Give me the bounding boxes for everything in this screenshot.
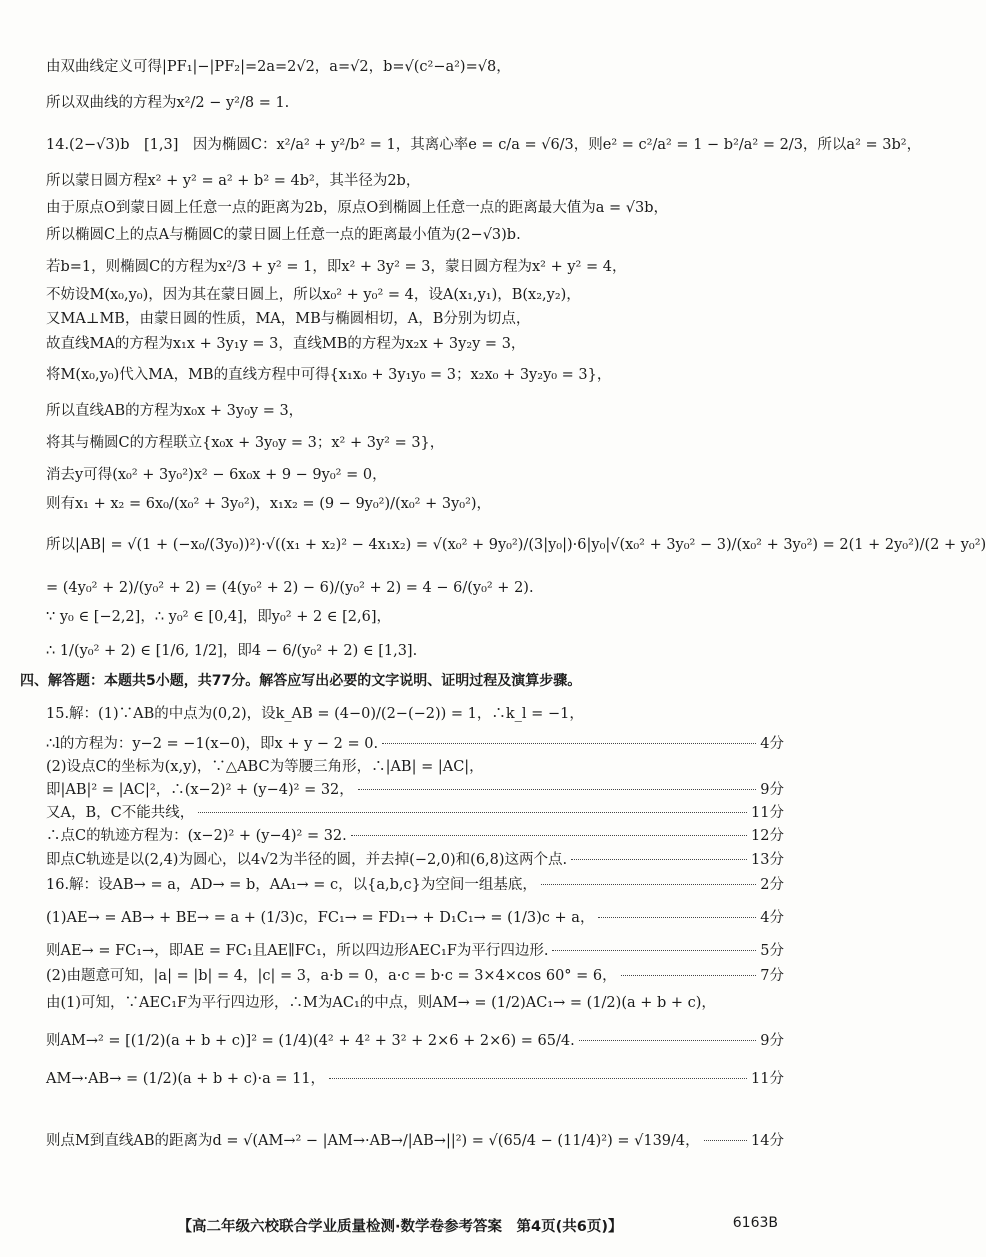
page-footer: 【高二年级六校联合学业质量检测·数学卷参考答案 第4页(共6页)】	[177, 1219, 623, 1235]
score-mark: 13分	[751, 852, 784, 868]
text-line: 故直线MA的方程为x₁x + 3y₁y = 3，直线MB的方程为x₂x + 3y₂y = 3，	[46, 336, 526, 352]
score-mark: 11分	[751, 1071, 784, 1087]
dot-leader	[552, 950, 756, 951]
line-text: AM→·AB→ = (1/2)(a + b + c)·a = 11，	[46, 1071, 326, 1087]
text-line: 15.解：(1)∵AB的中点为(0,2)，设k_AB = (4−0)/(2−(−2)) = 1，∴k_l = −1，	[46, 706, 584, 722]
dot-leader	[579, 1040, 757, 1041]
text-line: 所以蒙日圆方程x² + y² = a² + b² = 4b²，其半径为2b，	[46, 173, 421, 189]
scored-line	[46, 907, 784, 929]
dot-leader	[329, 1078, 747, 1079]
scored-line	[46, 874, 784, 896]
text-line: 消去y可得(x₀² + 3y₀²)x² − 6x₀x + 9 − 9y₀² = 0，	[46, 467, 387, 483]
scored-line	[46, 1130, 784, 1152]
score-mark: 9分	[760, 782, 784, 798]
line-text: 则AE→ = FC₁→，即AE = FC₁且AE∥FC₁，所以四边形AEC₁F为平行四边形.	[46, 943, 549, 959]
dot-leader	[351, 835, 747, 836]
text-line: 若b=1，则椭圆C的方程为x²/3 + y² = 1，即x² + 3y² = 3，蒙日圆方程为x² + y² = 4，	[46, 259, 627, 275]
scored-line	[46, 779, 784, 801]
line-text: 又A，B，C不能共线，	[46, 805, 195, 821]
score-mark: 9分	[760, 1033, 784, 1049]
dot-leader	[358, 789, 756, 790]
dot-leader	[704, 1140, 747, 1141]
text-line: 将其与椭圆C的方程联立{x₀x + 3y₀y = 3；x² + 3y² = 3}，	[46, 435, 445, 451]
text-line: 所以双曲线的方程为x²/2 − y²/8 = 1.	[46, 95, 290, 111]
text-line: 由双曲线定义可得|PF₁|−|PF₂|=2a=2√2，a=√2，b=√(c²−a²)=√8，	[46, 59, 511, 75]
text-line: 14.(2−√3)b [1,3] 因为椭圆C：x²/a² + y²/b² = 1，其离心率e = c/a = √6/3，则e² = c²/a² = 1 − b²/a² = 2/3，所以a² = 3b²，	[46, 137, 922, 153]
dot-leader	[198, 812, 747, 813]
text-line: 将M(x₀,y₀)代入MA，MB的直线方程中可得{x₁x₀ + 3y₁y₀ = 3；x₂x₀ + 3y₂y₀ = 3}，	[46, 367, 612, 383]
scored-line	[46, 965, 784, 987]
score-mark: 5分	[760, 943, 784, 959]
text-line: 由(1)可知，∵AEC₁F为平行四边形，∴M为AC₁的中点，则AM→ = (1/2)AC₁→ = (1/2)(a + b + c)，	[46, 995, 716, 1011]
score-mark: 4分	[760, 910, 784, 926]
score-mark: 7分	[760, 968, 784, 984]
text-line: 四、解答题：本题共5小题，共77分。解答应写出必要的文字说明、证明过程及演算步骤。	[20, 673, 582, 689]
text-line: 又MA⊥MB，由蒙日圆的性质，MA，MB与椭圆相切，A，B分别为切点，	[46, 311, 531, 327]
text-line: 所以椭圆C上的点A与椭圆C的蒙日圆上任意一点的距离最小值为(2−√3)b.	[46, 227, 521, 243]
score-mark: 4分	[760, 736, 784, 752]
text-line: 不妨设M(x₀,y₀)，因为其在蒙日圆上，所以x₀² + y₀² = 4，设A(x₁,y₁)，B(x₂,y₂)，	[46, 287, 581, 303]
text-line: 由于原点O到蒙日圆上任意一点的距离为2b，原点O到椭圆上任意一点的距离最大值为a = √3b，	[46, 200, 669, 216]
document-code: 6163B	[732, 1215, 778, 1231]
line-text: (1)AE→ = AB→ + BE→ = a + (1/3)c，FC₁→ = FD₁→ + D₁C₁→ = (1/3)c + a，	[46, 910, 595, 926]
text-line: 则有x₁ + x₂ = 6x₀/(x₀² + 3y₀²)，x₁x₂ = (9 − 9y₀²)/(x₀² + 3y₀²)，	[46, 496, 492, 512]
line-text: 即|AB|² = |AC|²，∴(x−2)² + (y−4)² = 32，	[46, 782, 354, 798]
line-text: 则点M到直线AB的距离为d = √(AM→² − |AM→·AB→/|AB→||²) = √(65/4 − (11/4)²) = √139/4，	[46, 1133, 700, 1149]
line-text: (2)由题意可知，|a| = |b| = 4，|c| = 3，a·b = 0，a·c = b·c = 3×4×cos 60° = 6，	[46, 968, 617, 984]
scored-line	[46, 1068, 784, 1090]
score-mark: 2分	[760, 877, 784, 893]
line-text: 即点C轨迹是以(2,4)为圆心，以4√2为半径的圆，并去掉(−2,0)和(6,8)这两个点.	[46, 852, 568, 868]
score-mark: 12分	[751, 828, 784, 844]
dot-leader	[382, 743, 756, 744]
scored-line	[46, 733, 784, 755]
score-mark: 14分	[751, 1133, 784, 1149]
line-text: 16.解：设AB→ = a，AD→ = b，AA₁→ = c，以{a,b,c}为空间一组基底，	[46, 877, 537, 893]
score-mark: 11分	[751, 805, 784, 821]
scored-line	[46, 825, 784, 847]
dot-leader	[598, 917, 756, 918]
scored-line	[46, 1030, 784, 1052]
line-text: ∴l的方程为：y−2 = −1(x−0)，即x + y − 2 = 0.	[46, 736, 379, 752]
text-line: 所以|AB| = √(1 + (−x₀/(3y₀))²)·√((x₁ + x₂)² − 4x₁x₂) = √(x₀² + 9y₀²)/(3|y₀|)·6|y₀|√(x₀² + 3y₀² − 3)/(x₀² + 3y₀²) = 2(1 + 2y₀²)/(2 + y₀²)	[46, 537, 986, 553]
scored-line	[46, 849, 784, 871]
text-line: = (4y₀² + 2)/(y₀² + 2) = (4(y₀² + 2) − 6)/(y₀² + 2) = 4 − 6/(y₀² + 2).	[46, 580, 534, 596]
scored-line	[46, 940, 784, 962]
dot-leader	[571, 859, 747, 860]
text-line: ∵ y₀ ∈ [−2,2]，∴ y₀² ∈ [0,4]，即y₀² + 2 ∈ [2,6]，	[46, 609, 392, 625]
line-text: 则AM→² = [(1/2)(a + b + c)]² = (1/4)(4² + 4² + 3² + 2×6 + 2×6) = 65/4.	[46, 1033, 575, 1049]
text-line: ∴ 1/(y₀² + 2) ∈ [1/6, 1/2]，即4 − 6/(y₀² + 2) ∈ [1,3].	[46, 643, 418, 659]
text-line: (2)设点C的坐标为(x,y)，∵△ABC为等腰三角形，∴|AB| = |AC|，	[46, 759, 484, 775]
line-text: ∴点C的轨迹方程为：(x−2)² + (y−4)² = 32.	[46, 828, 347, 844]
dot-leader	[621, 975, 757, 976]
dot-leader	[541, 884, 756, 885]
text-line: 所以直线AB的方程为x₀x + 3y₀y = 3，	[46, 403, 304, 419]
scored-line	[46, 802, 784, 824]
